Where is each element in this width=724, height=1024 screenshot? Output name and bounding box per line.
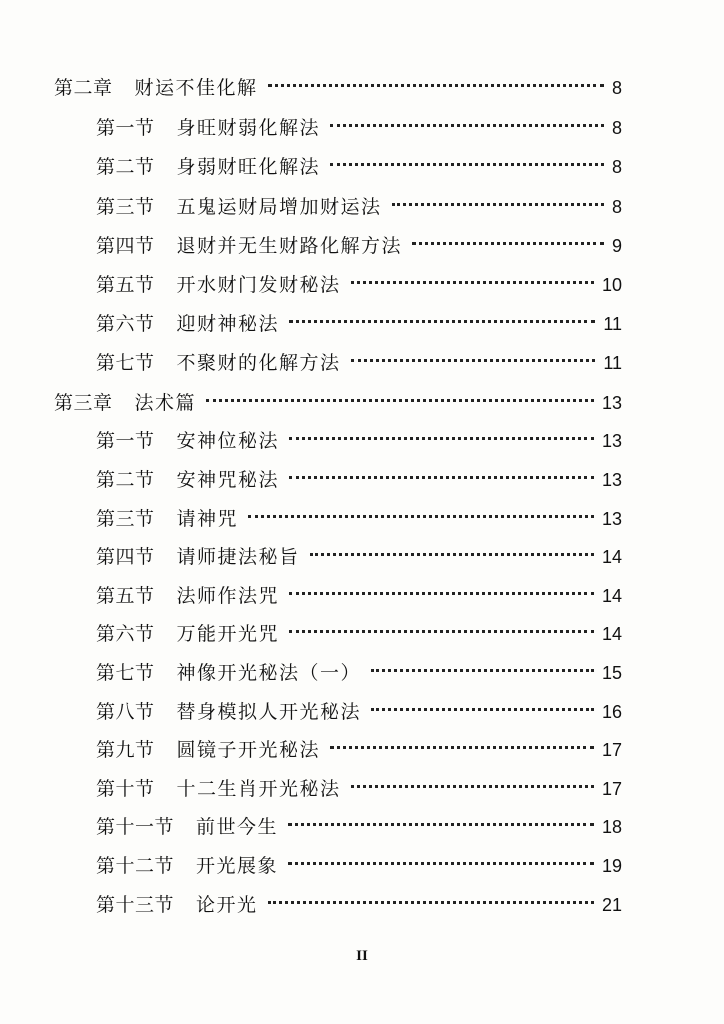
page-footer-number: II [356,948,368,964]
toc-leader-dots [412,242,604,245]
toc-section-title: 前世今生 [196,816,279,838]
toc-section-number: 第六节 [96,623,155,645]
toc-section-row [96,698,622,726]
toc-section-number: 第四节 [96,546,155,568]
toc-section-row [96,427,622,455]
toc-leader-dots [289,476,594,479]
toc-page-number: 14 [601,624,622,644]
toc-section-row [96,813,622,841]
toc-section-number: 第一节 [96,117,155,139]
toc-page-number: 11 [603,314,622,334]
toc-section-number: 第一节 [96,430,155,452]
toc-section-title: 论开光 [196,894,258,916]
toc-section-number: 第三节 [96,508,155,530]
toc-section-number: 第十节 [96,778,155,800]
toc-section-number: 第十一节 [96,816,175,838]
toc-page-number: 13 [601,470,622,490]
toc-page-number: 8 [611,197,622,217]
toc-section-number: 第十二节 [96,855,175,877]
toc-section-row [96,193,622,221]
toc-section-number: 第五节 [96,585,155,607]
toc-page-number: 10 [601,275,622,295]
toc-chapter-number: 第三章 [54,392,113,414]
toc-chapter-title: 财运不佳化解 [134,77,258,99]
toc-page-number: 17 [601,740,622,760]
toc-page-number: 8 [611,157,622,177]
toc-page-number: 9 [611,236,622,256]
toc-page-number: 13 [601,509,622,529]
toc-section-title: 开光展象 [196,855,279,877]
toc-section-number: 第八节 [96,701,155,723]
toc-section-title: 开水财门发财秘法 [176,274,341,296]
toc-page-number: 8 [611,118,622,138]
toc-section-number: 第六节 [96,313,155,335]
toc-section-title: 替身模拟人开光秘法 [176,701,362,723]
toc-section-row [96,466,622,494]
toc-section-title: 不聚财的化解方法 [176,352,341,374]
toc-section-row [96,232,622,260]
toc-section-title: 安神咒秘法 [176,469,280,491]
toc-leader-dots [289,592,594,595]
toc-section-title: 圆镜子开光秘法 [176,739,321,761]
toc-leader-dots [351,359,596,362]
toc-section-row [96,736,622,764]
toc-page-number: 14 [601,586,622,606]
toc-page-number: 8 [611,78,622,98]
toc-section-title: 万能开光咒 [176,623,280,645]
toc-page-number: 15 [601,663,622,683]
toc-leader-dots [206,399,594,402]
toc-section-title: 神像开光秘法（一） [176,662,362,684]
toc-section-title: 请师捷法秘旨 [176,546,300,568]
toc-section-row [96,310,622,338]
toc-leader-dots [289,320,595,323]
toc-section-number: 第十三节 [96,894,175,916]
toc-section-number: 第三节 [96,196,155,218]
toc-section-title: 法师作法咒 [176,585,280,607]
toc-leader-dots [371,708,594,711]
toc-page-number: 14 [601,547,622,567]
toc-page-number: 18 [601,817,622,837]
toc-leader-dots [330,163,604,166]
toc-leader-dots [310,553,594,556]
toc-page-number: 19 [601,856,622,876]
toc-section-number: 第七节 [96,352,155,374]
toc-section-row [96,153,622,181]
toc-section-title: 身旺财弱化解法 [176,117,321,139]
toc-section-title: 安神位秘法 [176,430,280,452]
toc-section-row [96,505,622,533]
toc-leader-dots [288,823,594,826]
toc-page-number: 17 [601,779,622,799]
toc-page-number: 13 [601,393,622,413]
toc-leader-dots [392,203,604,206]
toc-leader-dots [330,746,594,749]
toc-section-row [96,543,622,571]
toc-section-title: 退财并无生财路化解方法 [176,235,403,257]
toc-section-row [96,659,622,687]
toc-chapter-number: 第二章 [54,77,113,99]
toc-leader-dots [351,785,594,788]
toc-section-row [96,349,622,377]
toc-leader-dots [268,84,604,87]
toc-page-number: 11 [603,353,622,373]
toc-section-row [96,620,622,648]
toc-chapter-row [54,389,622,417]
toc-section-row [96,775,622,803]
toc-section-row [96,271,622,299]
toc-section-row [96,114,622,142]
toc-page-number: 21 [601,895,622,915]
toc-chapter-title: 法术篇 [134,392,197,414]
toc-chapter-row [54,74,622,102]
toc-section-number: 第二节 [96,156,155,178]
toc-leader-dots [289,630,594,633]
toc-section-title: 十二生肖开光秘法 [176,778,341,800]
toc-leader-dots [351,281,594,284]
toc-section-row [96,852,622,880]
toc-leader-dots [371,669,594,672]
toc-leader-dots [330,124,604,127]
toc-section-number: 第五节 [96,274,155,296]
toc-section-number: 第九节 [96,739,155,761]
toc-section-row [96,582,622,610]
toc-leader-dots [248,515,594,518]
toc-section-title: 请神咒 [176,508,239,530]
toc-section-title: 五鬼运财局增加财运法 [176,196,382,218]
toc-section-title: 身弱财旺化解法 [176,156,321,178]
toc-section-row [96,891,622,919]
toc-leader-dots [268,901,594,904]
toc-leader-dots [288,862,594,865]
toc-section-title: 迎财神秘法 [176,313,280,335]
toc-page-number: 13 [601,431,622,451]
toc-page-number: 16 [601,702,622,722]
toc-leader-dots [289,437,594,440]
toc-section-number: 第四节 [96,235,155,257]
toc-section-number: 第二节 [96,469,155,491]
toc-section-number: 第七节 [96,662,155,684]
